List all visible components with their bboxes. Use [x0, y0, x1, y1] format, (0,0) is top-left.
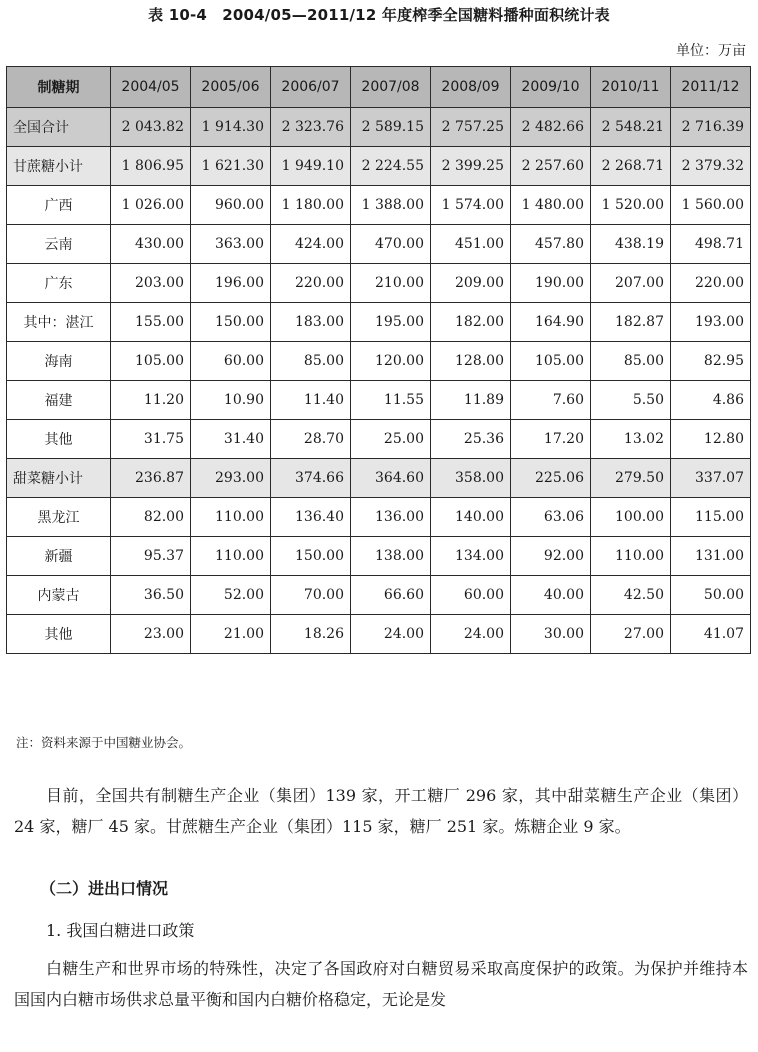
- value-cell: 85.00: [271, 342, 351, 381]
- value-cell: 293.00: [191, 459, 271, 498]
- value-cell: 5.50: [591, 381, 671, 420]
- value-cell: 207.00: [591, 264, 671, 303]
- value-cell: 960.00: [191, 186, 271, 225]
- value-cell: 1 574.00: [431, 186, 511, 225]
- table-row: [7, 108, 751, 147]
- value-cell: 203.00: [111, 264, 191, 303]
- row-label-cell: 其中：湛江: [7, 303, 111, 342]
- row-label-cell: 甜菜糖小计: [7, 459, 111, 498]
- value-cell: 105.00: [511, 342, 591, 381]
- body-paragraph: 目前，全国共有制糖生产企业（集团）139 家，开工糖厂 296 家，其中甜菜糖生产企业（集团）24 家，糖厂 45 家。甘蔗糖生产企业（集团）115 家，糖厂 251 家。炼糖企业 9 家。: [14, 786, 748, 836]
- value-cell: 82.00: [111, 498, 191, 537]
- table-header-row: [7, 67, 751, 108]
- value-cell: 2 716.39: [671, 108, 751, 147]
- value-cell: 128.00: [431, 342, 511, 381]
- value-cell: 131.00: [671, 537, 751, 576]
- value-cell: 2 323.76: [271, 108, 351, 147]
- value-cell: 28.70: [271, 420, 351, 459]
- value-cell: 498.71: [671, 225, 751, 264]
- value-cell: 136.40: [271, 498, 351, 537]
- value-cell: 451.00: [431, 225, 511, 264]
- table-row: [7, 186, 751, 225]
- value-cell: 40.00: [511, 576, 591, 615]
- value-cell: 7.60: [511, 381, 591, 420]
- value-cell: 1 026.00: [111, 186, 191, 225]
- value-cell: 136.00: [351, 498, 431, 537]
- value-cell: 140.00: [431, 498, 511, 537]
- value-cell: 82.95: [671, 342, 751, 381]
- value-cell: 66.60: [351, 576, 431, 615]
- value-cell: 11.40: [271, 381, 351, 420]
- value-cell: 92.00: [511, 537, 591, 576]
- value-cell: 2 268.71: [591, 147, 671, 186]
- value-cell: 105.00: [111, 342, 191, 381]
- row-label-cell: 福建: [7, 381, 111, 420]
- row-label-cell: 广东: [7, 264, 111, 303]
- value-cell: 115.00: [671, 498, 751, 537]
- value-cell: 25.00: [351, 420, 431, 459]
- value-cell: 190.00: [511, 264, 591, 303]
- value-cell: 430.00: [111, 225, 191, 264]
- header-cell-year: 2004/05: [111, 67, 191, 108]
- value-cell: 164.90: [511, 303, 591, 342]
- sugar-area-table: [6, 66, 751, 654]
- unit-label: 单位：万亩: [676, 43, 746, 59]
- value-cell: 457.80: [511, 225, 591, 264]
- value-cell: 2 757.25: [431, 108, 511, 147]
- value-cell: 52.00: [191, 576, 271, 615]
- value-cell: 236.87: [111, 459, 191, 498]
- value-cell: 2 548.21: [591, 108, 671, 147]
- value-cell: 4.86: [671, 381, 751, 420]
- value-cell: 209.00: [431, 264, 511, 303]
- sub-heading: 1. 我国白糖进口政策: [46, 921, 195, 940]
- value-cell: 438.19: [591, 225, 671, 264]
- value-cell: 10.90: [191, 381, 271, 420]
- table-row: [7, 264, 751, 303]
- row-label-cell: 广西: [7, 186, 111, 225]
- value-cell: 27.00: [591, 615, 671, 654]
- value-cell: 110.00: [191, 498, 271, 537]
- table-row: [7, 225, 751, 264]
- table-row: [7, 576, 751, 615]
- table-caption: 表 10-4 2004/05—2011/12 年度榨季全国糖料播种面积统计表: [148, 6, 610, 24]
- table-row: [7, 342, 751, 381]
- value-cell: 63.06: [511, 498, 591, 537]
- table-row: [7, 147, 751, 186]
- row-label-cell: 甘蔗糖小计: [7, 147, 111, 186]
- value-cell: 30.00: [511, 615, 591, 654]
- value-cell: 85.00: [591, 342, 671, 381]
- value-cell: 2 482.66: [511, 108, 591, 147]
- row-label-cell: 海南: [7, 342, 111, 381]
- value-cell: 31.75: [111, 420, 191, 459]
- body-paragraph: 白糖生产和世界市场的特殊性，决定了各国政府对白糖贸易采取高度保护的政策。为保护并维持本国国内白糖市场供求总量平衡和国内白糖价格稳定，无论是发: [14, 959, 748, 1009]
- value-cell: 470.00: [351, 225, 431, 264]
- value-cell: 11.20: [111, 381, 191, 420]
- header-cell-year: 2005/06: [191, 67, 271, 108]
- value-cell: 2 589.15: [351, 108, 431, 147]
- value-cell: 13.02: [591, 420, 671, 459]
- row-label-cell: 其他: [7, 420, 111, 459]
- value-cell: 363.00: [191, 225, 271, 264]
- value-cell: 1 560.00: [671, 186, 751, 225]
- value-cell: 42.50: [591, 576, 671, 615]
- value-cell: 2 257.60: [511, 147, 591, 186]
- table-body: [7, 108, 751, 654]
- value-cell: 1 914.30: [191, 108, 271, 147]
- value-cell: 182.00: [431, 303, 511, 342]
- value-cell: 150.00: [271, 537, 351, 576]
- table-row: [7, 615, 751, 654]
- value-cell: 24.00: [351, 615, 431, 654]
- value-cell: 374.66: [271, 459, 351, 498]
- value-cell: 25.36: [431, 420, 511, 459]
- value-cell: 110.00: [191, 537, 271, 576]
- value-cell: 18.26: [271, 615, 351, 654]
- value-cell: 193.00: [671, 303, 751, 342]
- table-note: 注：资料来源于中国糖业协会。: [16, 735, 192, 750]
- value-cell: 70.00: [271, 576, 351, 615]
- value-cell: 50.00: [671, 576, 751, 615]
- value-cell: 12.80: [671, 420, 751, 459]
- section-heading: （二）进出口情况: [40, 879, 169, 898]
- value-cell: 279.50: [591, 459, 671, 498]
- table-row: [7, 303, 751, 342]
- value-cell: 11.89: [431, 381, 511, 420]
- value-cell: 1 480.00: [511, 186, 591, 225]
- value-cell: 36.50: [111, 576, 191, 615]
- value-cell: 17.20: [511, 420, 591, 459]
- value-cell: 150.00: [191, 303, 271, 342]
- value-cell: 210.00: [351, 264, 431, 303]
- value-cell: 1 388.00: [351, 186, 431, 225]
- row-label-cell: 全国合计: [7, 108, 111, 147]
- value-cell: 120.00: [351, 342, 431, 381]
- value-cell: 225.06: [511, 459, 591, 498]
- row-label-cell: 新疆: [7, 537, 111, 576]
- value-cell: 337.07: [671, 459, 751, 498]
- row-label-cell: 内蒙古: [7, 576, 111, 615]
- value-cell: 2 043.82: [111, 108, 191, 147]
- value-cell: 100.00: [591, 498, 671, 537]
- table-row: [7, 537, 751, 576]
- value-cell: 1 180.00: [271, 186, 351, 225]
- value-cell: 41.07: [671, 615, 751, 654]
- header-cell-year: 2008/09: [431, 67, 511, 108]
- value-cell: 21.00: [191, 615, 271, 654]
- value-cell: 1 949.10: [271, 147, 351, 186]
- table-row: [7, 498, 751, 537]
- table-row: [7, 459, 751, 498]
- row-label-cell: 云南: [7, 225, 111, 264]
- value-cell: 196.00: [191, 264, 271, 303]
- value-cell: 424.00: [271, 225, 351, 264]
- value-cell: 60.00: [191, 342, 271, 381]
- value-cell: 31.40: [191, 420, 271, 459]
- header-cell-year: 2007/08: [351, 67, 431, 108]
- value-cell: 220.00: [271, 264, 351, 303]
- value-cell: 155.00: [111, 303, 191, 342]
- value-cell: 1 621.30: [191, 147, 271, 186]
- value-cell: 2 379.32: [671, 147, 751, 186]
- header-cell-year: 2006/07: [271, 67, 351, 108]
- header-cell-period: 制糖期: [7, 67, 111, 108]
- value-cell: 60.00: [431, 576, 511, 615]
- value-cell: 1 806.95: [111, 147, 191, 186]
- value-cell: 182.87: [591, 303, 671, 342]
- value-cell: 195.00: [351, 303, 431, 342]
- value-cell: 220.00: [671, 264, 751, 303]
- value-cell: 183.00: [271, 303, 351, 342]
- row-label-cell: 其他: [7, 615, 111, 654]
- value-cell: 2 399.25: [431, 147, 511, 186]
- header-cell-year: 2011/12: [671, 67, 751, 108]
- value-cell: 95.37: [111, 537, 191, 576]
- value-cell: 11.55: [351, 381, 431, 420]
- value-cell: 134.00: [431, 537, 511, 576]
- value-cell: 110.00: [591, 537, 671, 576]
- value-cell: 24.00: [431, 615, 511, 654]
- header-cell-year: 2009/10: [511, 67, 591, 108]
- table-row: [7, 420, 751, 459]
- row-label-cell: 黑龙江: [7, 498, 111, 537]
- value-cell: 23.00: [111, 615, 191, 654]
- value-cell: 358.00: [431, 459, 511, 498]
- value-cell: 2 224.55: [351, 147, 431, 186]
- header-cell-year: 2010/11: [591, 67, 671, 108]
- value-cell: 138.00: [351, 537, 431, 576]
- table-row: [7, 381, 751, 420]
- value-cell: 1 520.00: [591, 186, 671, 225]
- value-cell: 364.60: [351, 459, 431, 498]
